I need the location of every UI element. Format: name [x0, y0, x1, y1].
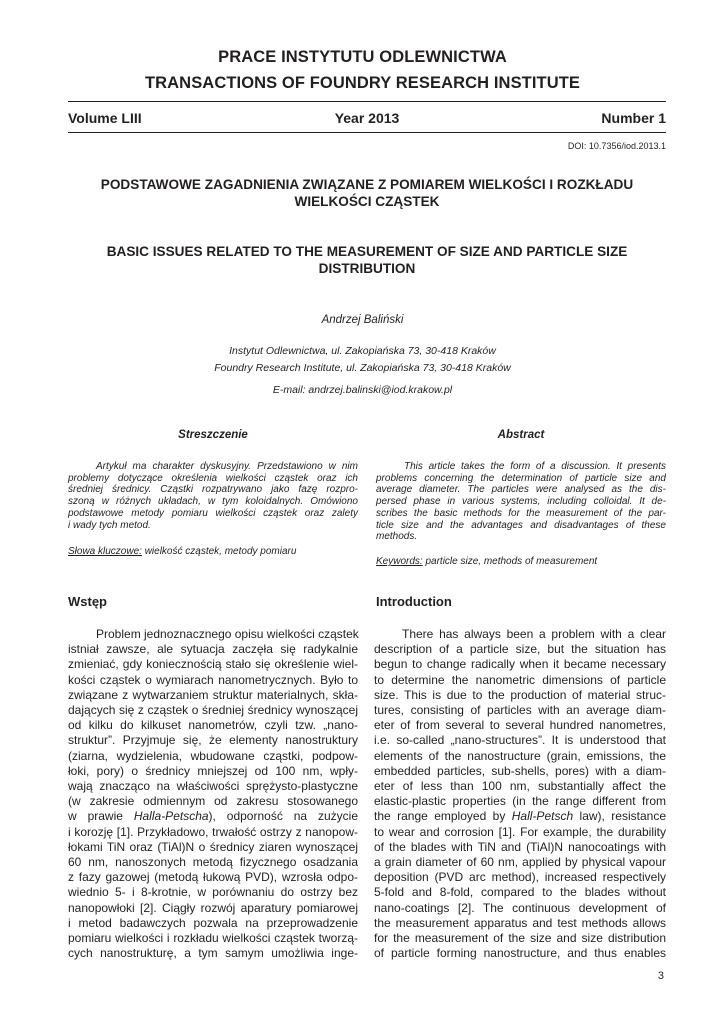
body-line: size. This is due to the production of material struc- [374, 687, 666, 702]
body-line: od kilku do kilkuset nanometrów, czyli tzw. „nano- [68, 718, 358, 733]
body-line: embedded particles, sub-shells, pores) with a diam- [374, 763, 666, 778]
journal-title-pl: PRACE INSTYTUTU ODLEWNICTWA [218, 48, 507, 66]
body-line: to wear and corrosion [1]. For example, the durability [374, 824, 666, 839]
body-line: wiednio 5- i 8-krotnie, w porównaniu do ostrzy bez [68, 885, 358, 900]
body-line: begun to change radically when it became necessary [374, 657, 666, 672]
body-line: (ziarna, wydzielenia, wbudowane cząstki, podpow- [68, 748, 358, 763]
body-line: istniał zawsze, ale sytuacja zaczęła się radykalnie [68, 642, 358, 657]
keywords-pl [68, 546, 296, 558]
body-line: the range employed by Hall-Petsch law), resistance [374, 809, 666, 824]
section-heading-pl: Wstęp [68, 594, 107, 609]
body-line: kości cząstek o wymiarach nanometrycznych. Było to [68, 672, 358, 687]
abstract-pl-text [68, 461, 358, 531]
body-line: związane z wytwarzaniem struktur materialnych, skła- [68, 687, 358, 702]
abstract-en-text [376, 461, 666, 543]
abstract-line: scribes the basic methods for the measurement of the par- [376, 507, 666, 519]
body-line: elastic-plastic properties (in the range different from [374, 794, 666, 809]
keywords-pl-values: wielkość cząstek, metody pomiaru [141, 546, 297, 557]
article-title-en-line: BASIC ISSUES RELATED TO THE MEASUREMENT OF SIZE AND PARTICLE SIZE [106, 244, 628, 259]
body-line: Problem jednoznacznego opisu wielkości cząstek [96, 627, 359, 641]
article-title-pl [68, 176, 666, 210]
year-label: Year 2013 [334, 110, 400, 126]
body-line: to determine the nanometric dimensions of particle [374, 672, 666, 687]
article-title-pl-line: WIELKOŚCI CZĄSTEK [294, 194, 440, 209]
body-line: struktur”. Przyjmuje się, że elementy nanostruktury [68, 733, 358, 748]
affiliation-pl: Instytut Odlewnictwa, ul. Zakopiańska 73, 30-418 Kraków [229, 345, 496, 357]
abstract-line: This article takes the form of a discussion. It presents [404, 461, 666, 472]
body-line: (w zakresie odmiennym od zakresu stosowanego [68, 794, 358, 809]
body-line: 60 nm, nanoszonych metodą fizycznego osadzania [68, 855, 358, 870]
body-line: the measurement apparatus and test methods allows [374, 915, 666, 930]
body-line: dających się z cząstek o średniej średnicy wynoszącej [68, 703, 358, 718]
law-name: Hall-Petsch [511, 809, 574, 824]
body-text-pl [68, 627, 358, 961]
body-line: w prawie Halla-Petscha), odporność na zużycie [68, 809, 359, 824]
body-line: łokami TiN oraz (TiAl)N o średnicy ziaren wynoszącej [68, 839, 358, 854]
issue-rule [68, 132, 666, 133]
body-line: elements of the nanostructure (grain, emissions, the [374, 748, 666, 763]
article-title-pl-line: PODSTAWOWE ZAGADNIENIA ZWIĄZANE Z POMIAREM WIELKOŚCI I ROZKŁADU [100, 177, 634, 192]
body-line: i korozję [1]. Przykładowo, trwałość ostrzy z nanopow- [68, 824, 358, 839]
page-number: 3 [657, 970, 664, 982]
abstract-line: i wady tych metod. [68, 519, 151, 531]
body-line: pomiaru wielkości i rozkładu wielkości cząstek tworzą- [68, 931, 358, 946]
body-line: łoki, pory) o średnicy mniejszej od 100 nm, wpły- [68, 763, 358, 778]
author-name: Andrzej Baliński [321, 314, 404, 326]
body-line: i.e. so-called „nano-structures”. It is understood that [374, 733, 666, 748]
issue-info-bar [68, 110, 666, 130]
body-line: of the blades with TiN and (TiAl)N nanocoatings with [374, 839, 666, 854]
body-line: nanopowłoki [2]. Ciągły rozwój aparatury pomiarowej [68, 900, 358, 915]
abstract-line: Artykuł ma charakter dyskusyjny. Przedstawiono w nim [96, 461, 358, 472]
article-title-en [68, 243, 666, 277]
keywords-en-values: particle size, methods of measurement [422, 556, 598, 567]
body-line: i metod badawczych pozwala na przeprowadzenie [68, 915, 358, 930]
volume-label: Volume LIII [68, 110, 142, 126]
keywords-en [376, 556, 597, 568]
abstract-line: ticle size and the advantages and disadvantages of these [376, 519, 666, 531]
body-line: cych nanostrukturę, a tym samym umożliwia inge- [68, 946, 358, 961]
abstract-pl-heading: Streszczenie [178, 429, 248, 441]
abstract-line: szoną w różnych układach, w tym koloidalnych. Omówiono [68, 496, 358, 508]
abstract-line: średniej średnicy. Cząstki rozpatrywano jako fazę rozpro- [68, 484, 358, 496]
body-text-en [374, 627, 666, 961]
body-line: zmieniać, gdy koniecznością stało się określenie wiel- [68, 657, 358, 672]
body-line: eter of less than 100 nm, substantially affect the [374, 779, 666, 794]
abstract-line: persed phase in various systems, including colloidal. It de- [376, 496, 666, 508]
body-line: wają znacząco na właściwości sprężysto-plastyczne [68, 779, 358, 794]
body-line: 5-fold and 8-fold, compared to the blades without [374, 885, 666, 900]
body-line: nano-coatings [2]. The continuous development of [374, 900, 666, 915]
abstract-line: problems concerning the determination of particle size and [376, 472, 666, 484]
abstract-line: problemy dotyczące określenia wielkości cząstek oraz ich [68, 472, 358, 484]
header-rule [68, 101, 666, 102]
article-title-en-line: DISTRIBUTION [318, 261, 416, 276]
keywords-en-label: Keywords: [376, 556, 423, 567]
body-line: for the measurement of the size and size distribution [374, 931, 666, 946]
body-line: deposition (PVD arc method), increased respectively [374, 870, 666, 885]
journal-title-en: TRANSACTIONS OF FOUNDRY RESEARCH INSTITUTE [144, 74, 581, 92]
number-label: Number 1 [601, 110, 666, 126]
abstract-line: methods. [376, 531, 418, 543]
body-line: z fazy gazowej (metodą łukową PVD), wzrosła odpo- [68, 870, 358, 885]
body-line: eter of from several to several hundred nanometres, [374, 718, 666, 733]
law-name: Halla-Petscha [133, 809, 209, 824]
body-line: tures, consisting of particles with an average diam- [374, 703, 666, 718]
keywords-pl-label: Słowa kluczowe: [68, 546, 142, 557]
section-heading-en: Introduction [376, 594, 452, 609]
author-email[interactable]: E-mail: andrzej.balinski@iod.krakow.pl [272, 384, 453, 396]
abstract-line: average diameter. The particles were analysed as the dis- [376, 484, 666, 496]
affiliation-en: Foundry Research Institute, ul. Zakopiańska 73, 30-418 Kraków [214, 362, 511, 374]
body-line: a grain diameter of 60 nm, applied by physical vapour [374, 855, 666, 870]
body-line: description of a particle size, but the situation has [374, 642, 666, 657]
body-line: There has always been a problem with a clear [402, 627, 666, 641]
body-line: of particle forming nanostructure, and thus enables [374, 946, 666, 961]
abstract-en-heading: Abstract [497, 429, 545, 441]
abstract-line: podstawowe metody pomiaru wielkości cząstek oraz zalety [68, 507, 358, 519]
doi[interactable]: DOI: 10.7356/iod.2013.1 [567, 141, 666, 151]
